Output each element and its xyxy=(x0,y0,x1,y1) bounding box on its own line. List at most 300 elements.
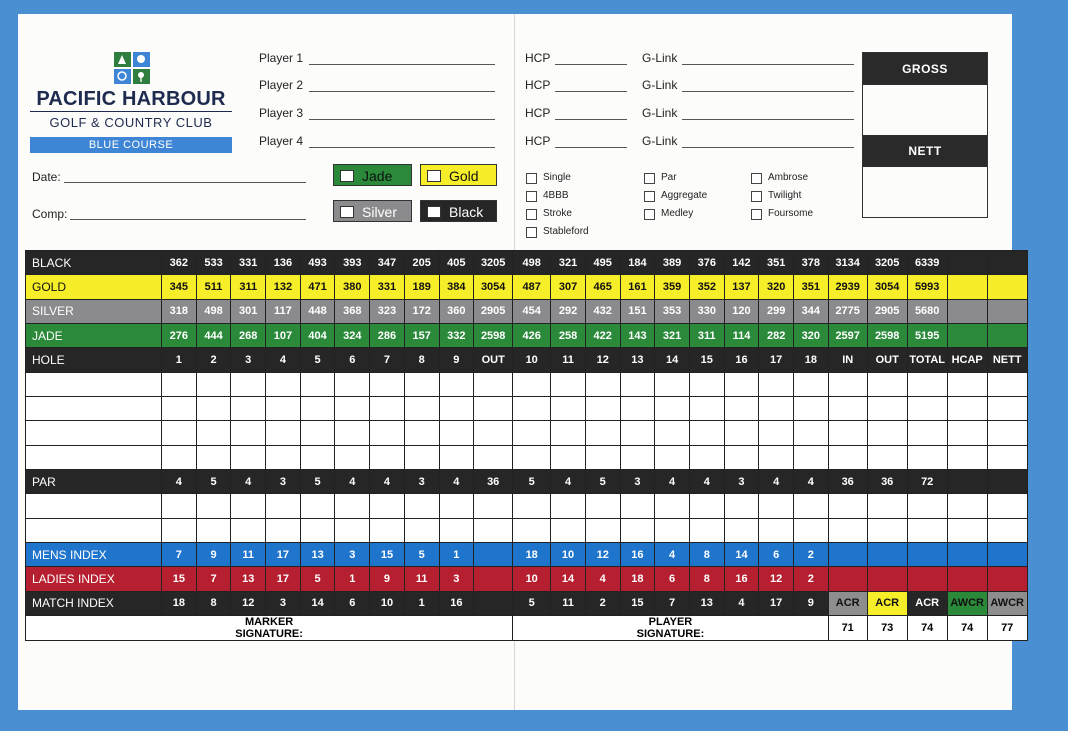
score-entry-row xyxy=(26,372,1068,396)
score-cell[interactable] xyxy=(655,518,690,542)
nett-header: NETT xyxy=(863,135,987,167)
score-cell[interactable] xyxy=(370,494,405,518)
score-cell[interactable] xyxy=(335,518,370,542)
format-foursome[interactable] xyxy=(751,208,813,220)
score-cell[interactable] xyxy=(585,372,620,396)
format-par[interactable] xyxy=(644,172,677,184)
score-cell[interactable] xyxy=(551,372,586,396)
score-cell[interactable] xyxy=(162,372,197,396)
table-cell: 14 xyxy=(724,543,759,567)
score-cell[interactable] xyxy=(266,518,301,542)
jade-checkbox[interactable] xyxy=(340,170,354,182)
checkbox[interactable] xyxy=(751,191,762,202)
date-field[interactable] xyxy=(64,182,306,183)
score-cell[interactable] xyxy=(947,494,987,518)
table-cell: 1 xyxy=(162,348,197,372)
table-cell: 422 xyxy=(585,324,620,348)
score-cell[interactable] xyxy=(196,421,231,445)
score-cell[interactable] xyxy=(162,421,197,445)
score-cell[interactable] xyxy=(335,421,370,445)
score-cell[interactable] xyxy=(867,397,907,421)
table-cell xyxy=(828,567,867,591)
course-rating-label: AWCR xyxy=(947,591,987,615)
score-cell[interactable] xyxy=(585,397,620,421)
score-cell[interactable] xyxy=(404,372,439,396)
score-cell[interactable] xyxy=(300,494,335,518)
tee-jade-option[interactable] xyxy=(333,164,412,186)
score-cell[interactable] xyxy=(620,421,655,445)
score-cell[interactable] xyxy=(867,518,907,542)
score-cell[interactable] xyxy=(513,494,551,518)
score-cell[interactable] xyxy=(162,397,197,421)
table-cell: 323 xyxy=(370,299,405,323)
format-aggregate[interactable] xyxy=(644,190,707,202)
player-1-field[interactable] xyxy=(309,64,495,65)
table-cell: 3 xyxy=(231,348,266,372)
table-cell: 1 xyxy=(335,567,370,591)
score-cell[interactable] xyxy=(266,445,301,469)
checkbox[interactable] xyxy=(751,173,762,184)
gross-header: GROSS xyxy=(863,53,987,85)
score-cell[interactable] xyxy=(266,494,301,518)
table-cell: 4 xyxy=(585,567,620,591)
score-cell[interactable] xyxy=(655,372,690,396)
gross-field[interactable] xyxy=(863,85,987,135)
score-cell[interactable] xyxy=(620,445,655,469)
table-cell: 2 xyxy=(585,591,620,615)
score-cell[interactable] xyxy=(987,494,1027,518)
score-cell[interactable] xyxy=(907,494,947,518)
score-cell[interactable] xyxy=(689,445,724,469)
player-3-field[interactable] xyxy=(309,119,495,120)
score-cell[interactable] xyxy=(689,372,724,396)
score-cell[interactable] xyxy=(439,421,474,445)
table-cell: 151 xyxy=(620,299,655,323)
score-cell[interactable] xyxy=(828,421,867,445)
hcp-3-label: HCP xyxy=(525,106,551,120)
score-cell[interactable] xyxy=(266,372,301,396)
table-cell: 137 xyxy=(724,275,759,299)
table-cell xyxy=(867,567,907,591)
score-cell[interactable] xyxy=(335,372,370,396)
checkbox[interactable] xyxy=(526,209,537,220)
table-cell: 4 xyxy=(370,470,405,494)
score-cell[interactable] xyxy=(907,397,947,421)
table-cell xyxy=(947,543,987,567)
table-cell: 2775 xyxy=(828,299,867,323)
format-stableford[interactable] xyxy=(526,226,589,238)
match-index-row xyxy=(26,591,1068,615)
hcp-2-label: HCP xyxy=(525,78,551,92)
table-cell: 7 xyxy=(196,567,231,591)
brand-divider xyxy=(30,111,232,112)
score-cell[interactable] xyxy=(404,445,439,469)
score-cell[interactable] xyxy=(404,421,439,445)
score-cell[interactable] xyxy=(655,421,690,445)
format-medley[interactable] xyxy=(644,208,693,220)
score-cell[interactable] xyxy=(300,397,335,421)
score-cell[interactable] xyxy=(947,421,987,445)
table-cell: 16 xyxy=(724,348,759,372)
score-cell[interactable] xyxy=(724,445,759,469)
score-cell[interactable] xyxy=(162,445,197,469)
checkbox[interactable] xyxy=(526,227,537,238)
score-cell[interactable] xyxy=(759,372,794,396)
score-cell[interactable] xyxy=(513,372,551,396)
table-cell: 6 xyxy=(759,543,794,567)
score-cell[interactable] xyxy=(689,397,724,421)
score-cell[interactable] xyxy=(867,421,907,445)
score-cell[interactable] xyxy=(474,421,513,445)
glink-2-label: G-Link xyxy=(642,78,678,92)
score-cell[interactable] xyxy=(724,518,759,542)
table-cell: 6 xyxy=(335,348,370,372)
score-cell[interactable] xyxy=(300,421,335,445)
course-rating-label: ACR xyxy=(907,591,947,615)
score-cell[interactable] xyxy=(987,518,1027,542)
player-signature-field[interactable] xyxy=(513,616,829,641)
score-cell[interactable] xyxy=(370,445,405,469)
player-name-cell[interactable] xyxy=(26,445,162,469)
format-single[interactable] xyxy=(526,172,571,184)
table-cell: 352 xyxy=(689,275,724,299)
silver-checkbox[interactable] xyxy=(340,206,354,218)
score-cell[interactable] xyxy=(987,421,1027,445)
glink-2-field[interactable] xyxy=(682,91,854,92)
black-checkbox[interactable] xyxy=(427,206,441,218)
table-cell: 18 xyxy=(794,348,829,372)
table-cell: 3134 xyxy=(828,251,867,275)
score-cell[interactable] xyxy=(689,421,724,445)
score-cell[interactable] xyxy=(551,421,586,445)
score-cell[interactable] xyxy=(162,518,197,542)
score-cell[interactable] xyxy=(370,397,405,421)
table-cell: 321 xyxy=(551,251,586,275)
score-cell[interactable] xyxy=(794,372,829,396)
score-cell[interactable] xyxy=(231,397,266,421)
score-cell[interactable] xyxy=(794,494,829,518)
format-label: Stroke xyxy=(543,208,572,219)
score-cell[interactable] xyxy=(759,445,794,469)
tee-silver-option[interactable] xyxy=(333,200,412,222)
table-cell: 258 xyxy=(551,324,586,348)
score-cell[interactable] xyxy=(947,397,987,421)
scorecard-table xyxy=(25,250,1068,641)
score-cell[interactable] xyxy=(828,518,867,542)
checkbox[interactable] xyxy=(644,173,655,184)
score-cell[interactable] xyxy=(585,518,620,542)
score-cell[interactable] xyxy=(551,445,586,469)
score-cell[interactable] xyxy=(474,445,513,469)
table-cell: 142 xyxy=(724,251,759,275)
table-cell: 189 xyxy=(404,275,439,299)
score-cell[interactable] xyxy=(474,372,513,396)
player-2-field[interactable] xyxy=(309,91,495,92)
score-cell[interactable] xyxy=(300,445,335,469)
table-cell xyxy=(867,543,907,567)
table-cell: 4 xyxy=(655,470,690,494)
score-cell[interactable] xyxy=(404,494,439,518)
format-4bbb[interactable] xyxy=(526,190,569,202)
score-cell[interactable] xyxy=(196,397,231,421)
score-cell[interactable] xyxy=(620,494,655,518)
table-cell: 3 xyxy=(724,470,759,494)
score-cell[interactable] xyxy=(794,421,829,445)
tee-black-option[interactable] xyxy=(420,200,497,222)
table-cell: 4 xyxy=(655,543,690,567)
score-cell[interactable] xyxy=(987,445,1027,469)
table-cell: 307 xyxy=(551,275,586,299)
score-cell[interactable] xyxy=(585,445,620,469)
table-cell: 2 xyxy=(196,348,231,372)
score-cell[interactable] xyxy=(947,445,987,469)
player-name-cell[interactable] xyxy=(26,397,162,421)
score-cell[interactable] xyxy=(266,397,301,421)
score-cell[interactable] xyxy=(370,372,405,396)
table-cell xyxy=(947,299,987,323)
table-cell: 15 xyxy=(370,543,405,567)
hcp-4-field[interactable] xyxy=(555,147,627,148)
row-label: LADIES INDEX xyxy=(26,567,162,591)
row-label: PAR xyxy=(26,470,162,494)
table-cell: 465 xyxy=(585,275,620,299)
table-cell: 13 xyxy=(689,591,724,615)
glink-3-field[interactable] xyxy=(682,119,854,120)
table-cell: 376 xyxy=(689,251,724,275)
score-cell[interactable] xyxy=(231,445,266,469)
table-cell: 533 xyxy=(196,251,231,275)
table-cell: 362 xyxy=(162,251,197,275)
score-cell[interactable] xyxy=(947,372,987,396)
row-label: HOLE xyxy=(26,348,162,372)
checkbox[interactable] xyxy=(644,191,655,202)
comp-field[interactable] xyxy=(70,219,306,220)
player-name-cell[interactable] xyxy=(26,372,162,396)
format-twilight[interactable] xyxy=(751,190,801,202)
score-cell[interactable] xyxy=(551,494,586,518)
table-cell: 6 xyxy=(655,567,690,591)
table-cell: 404 xyxy=(300,324,335,348)
format-label: Stableford xyxy=(543,226,589,237)
tee-gold-option[interactable] xyxy=(420,164,497,186)
score-cell[interactable] xyxy=(231,518,266,542)
score-cell[interactable] xyxy=(724,372,759,396)
score-cell[interactable] xyxy=(759,494,794,518)
course-rating-label: AWCR xyxy=(987,591,1027,615)
table-cell: 4 xyxy=(231,470,266,494)
score-cell[interactable] xyxy=(439,372,474,396)
score-cell[interactable] xyxy=(162,494,197,518)
format-label: Aggregate xyxy=(661,190,708,201)
score-cell[interactable] xyxy=(439,494,474,518)
score-cell[interactable] xyxy=(551,397,586,421)
table-cell: 320 xyxy=(794,324,829,348)
table-cell: 5 xyxy=(585,470,620,494)
score-cell[interactable] xyxy=(404,518,439,542)
score-cell[interactable] xyxy=(513,445,551,469)
table-cell: 359 xyxy=(655,275,690,299)
format-label: Twilight xyxy=(768,190,802,201)
score-cell[interactable] xyxy=(724,494,759,518)
table-cell: 72 xyxy=(907,470,947,494)
score-cell[interactable] xyxy=(196,445,231,469)
score-cell[interactable] xyxy=(266,421,301,445)
score-cell[interactable] xyxy=(439,445,474,469)
score-cell[interactable] xyxy=(907,372,947,396)
score-cell[interactable] xyxy=(585,494,620,518)
player-3-label: Player 3 xyxy=(259,106,304,120)
table-cell: 17 xyxy=(266,567,301,591)
score-cell[interactable] xyxy=(474,494,513,518)
format-ambrose[interactable] xyxy=(751,172,808,184)
score-cell[interactable] xyxy=(620,518,655,542)
score-cell[interactable] xyxy=(987,397,1027,421)
format-label: Medley xyxy=(661,208,694,219)
score-cell[interactable] xyxy=(335,494,370,518)
checkbox[interactable] xyxy=(644,209,655,220)
table-cell: 2905 xyxy=(867,299,907,323)
score-cell[interactable] xyxy=(724,421,759,445)
score-cell[interactable] xyxy=(759,397,794,421)
table-cell: 10 xyxy=(551,543,586,567)
score-cell[interactable] xyxy=(867,494,907,518)
score-cell[interactable] xyxy=(231,372,266,396)
score-cell[interactable] xyxy=(231,421,266,445)
score-cell[interactable] xyxy=(439,518,474,542)
table-cell: 4 xyxy=(689,470,724,494)
score-cell[interactable] xyxy=(513,421,551,445)
score-cell[interactable] xyxy=(620,372,655,396)
score-cell[interactable] xyxy=(907,445,947,469)
tee-black-label: Black xyxy=(449,204,484,220)
table-cell: 4 xyxy=(724,591,759,615)
score-cell[interactable] xyxy=(335,445,370,469)
player-name-cell[interactable] xyxy=(26,518,162,542)
player-name-cell[interactable] xyxy=(26,421,162,445)
hcp-2-field[interactable] xyxy=(555,91,627,92)
table-cell: 14 xyxy=(655,348,690,372)
score-cell[interactable] xyxy=(759,421,794,445)
score-cell[interactable] xyxy=(794,518,829,542)
table-cell: 4 xyxy=(266,348,301,372)
score-cell[interactable] xyxy=(828,445,867,469)
gold-checkbox[interactable] xyxy=(427,170,441,182)
table-cell: 15 xyxy=(620,591,655,615)
glink-1-field[interactable] xyxy=(682,64,854,65)
score-cell[interactable] xyxy=(551,518,586,542)
table-cell: 331 xyxy=(231,251,266,275)
score-cell[interactable] xyxy=(335,397,370,421)
score-cell[interactable] xyxy=(620,397,655,421)
table-cell: 3 xyxy=(266,470,301,494)
hole-row xyxy=(26,348,1068,372)
score-cell[interactable] xyxy=(794,445,829,469)
score-cell[interactable] xyxy=(907,518,947,542)
table-cell: 360 xyxy=(439,299,474,323)
table-cell: 8 xyxy=(689,543,724,567)
table-cell xyxy=(947,567,987,591)
score-cell[interactable] xyxy=(828,494,867,518)
checkbox[interactable] xyxy=(526,191,537,202)
score-cell[interactable] xyxy=(689,518,724,542)
row-label: MATCH INDEX xyxy=(26,591,162,615)
hcp-3-field[interactable] xyxy=(555,119,627,120)
score-cell[interactable] xyxy=(370,518,405,542)
table-cell: 12 xyxy=(759,567,794,591)
score-cell[interactable] xyxy=(828,372,867,396)
score-cell[interactable] xyxy=(300,518,335,542)
score-cell[interactable] xyxy=(947,518,987,542)
table-cell: 471 xyxy=(300,275,335,299)
club-logo-icon xyxy=(114,52,150,84)
score-cell[interactable] xyxy=(474,518,513,542)
score-cell[interactable] xyxy=(370,421,405,445)
score-cell[interactable] xyxy=(759,518,794,542)
score-cell[interactable] xyxy=(196,372,231,396)
format-label: Ambrose xyxy=(768,172,809,183)
table-cell: 14 xyxy=(551,567,586,591)
course-rating-label: ACR xyxy=(867,591,907,615)
hcp-1-field[interactable] xyxy=(555,64,627,65)
format-stroke[interactable] xyxy=(526,208,572,220)
score-cell[interactable] xyxy=(196,494,231,518)
score-cell[interactable] xyxy=(987,372,1027,396)
table-cell: 11 xyxy=(551,591,586,615)
score-cell[interactable] xyxy=(474,397,513,421)
nett-field[interactable] xyxy=(863,167,987,217)
table-cell: 4 xyxy=(162,470,197,494)
score-cell[interactable] xyxy=(439,397,474,421)
score-cell[interactable] xyxy=(655,445,690,469)
table-cell: 292 xyxy=(551,299,586,323)
table-cell: 9 xyxy=(196,543,231,567)
table-cell: 11 xyxy=(551,348,586,372)
score-cell[interactable] xyxy=(724,397,759,421)
checkbox[interactable] xyxy=(751,209,762,220)
table-cell: 13 xyxy=(620,348,655,372)
score-cell[interactable] xyxy=(655,397,690,421)
score-cell[interactable] xyxy=(828,397,867,421)
score-cell[interactable] xyxy=(513,397,551,421)
score-cell[interactable] xyxy=(231,494,266,518)
glink-4-field[interactable] xyxy=(682,147,854,148)
checkbox[interactable] xyxy=(526,173,537,184)
player-name-cell[interactable] xyxy=(26,494,162,518)
score-cell[interactable] xyxy=(404,397,439,421)
tee-gold-label: Gold xyxy=(449,168,479,184)
score-cell[interactable] xyxy=(689,494,724,518)
table-cell: 384 xyxy=(439,275,474,299)
marker-signature-field[interactable] xyxy=(26,616,513,641)
table-cell: 120 xyxy=(724,299,759,323)
score-cell[interactable] xyxy=(794,397,829,421)
table-cell: 5195 xyxy=(907,324,947,348)
score-cell[interactable] xyxy=(867,445,907,469)
score-cell[interactable] xyxy=(300,372,335,396)
table-cell: 368 xyxy=(335,299,370,323)
score-cell[interactable] xyxy=(585,421,620,445)
hcp-1-label: HCP xyxy=(525,51,551,65)
table-cell: 353 xyxy=(655,299,690,323)
score-cell[interactable] xyxy=(907,421,947,445)
player-4-field[interactable] xyxy=(309,147,495,148)
score-cell[interactable] xyxy=(655,494,690,518)
table-cell: 444 xyxy=(196,324,231,348)
table-cell: 12 xyxy=(231,591,266,615)
score-cell[interactable] xyxy=(867,372,907,396)
score-cell[interactable] xyxy=(196,518,231,542)
score-cell[interactable] xyxy=(513,518,551,542)
